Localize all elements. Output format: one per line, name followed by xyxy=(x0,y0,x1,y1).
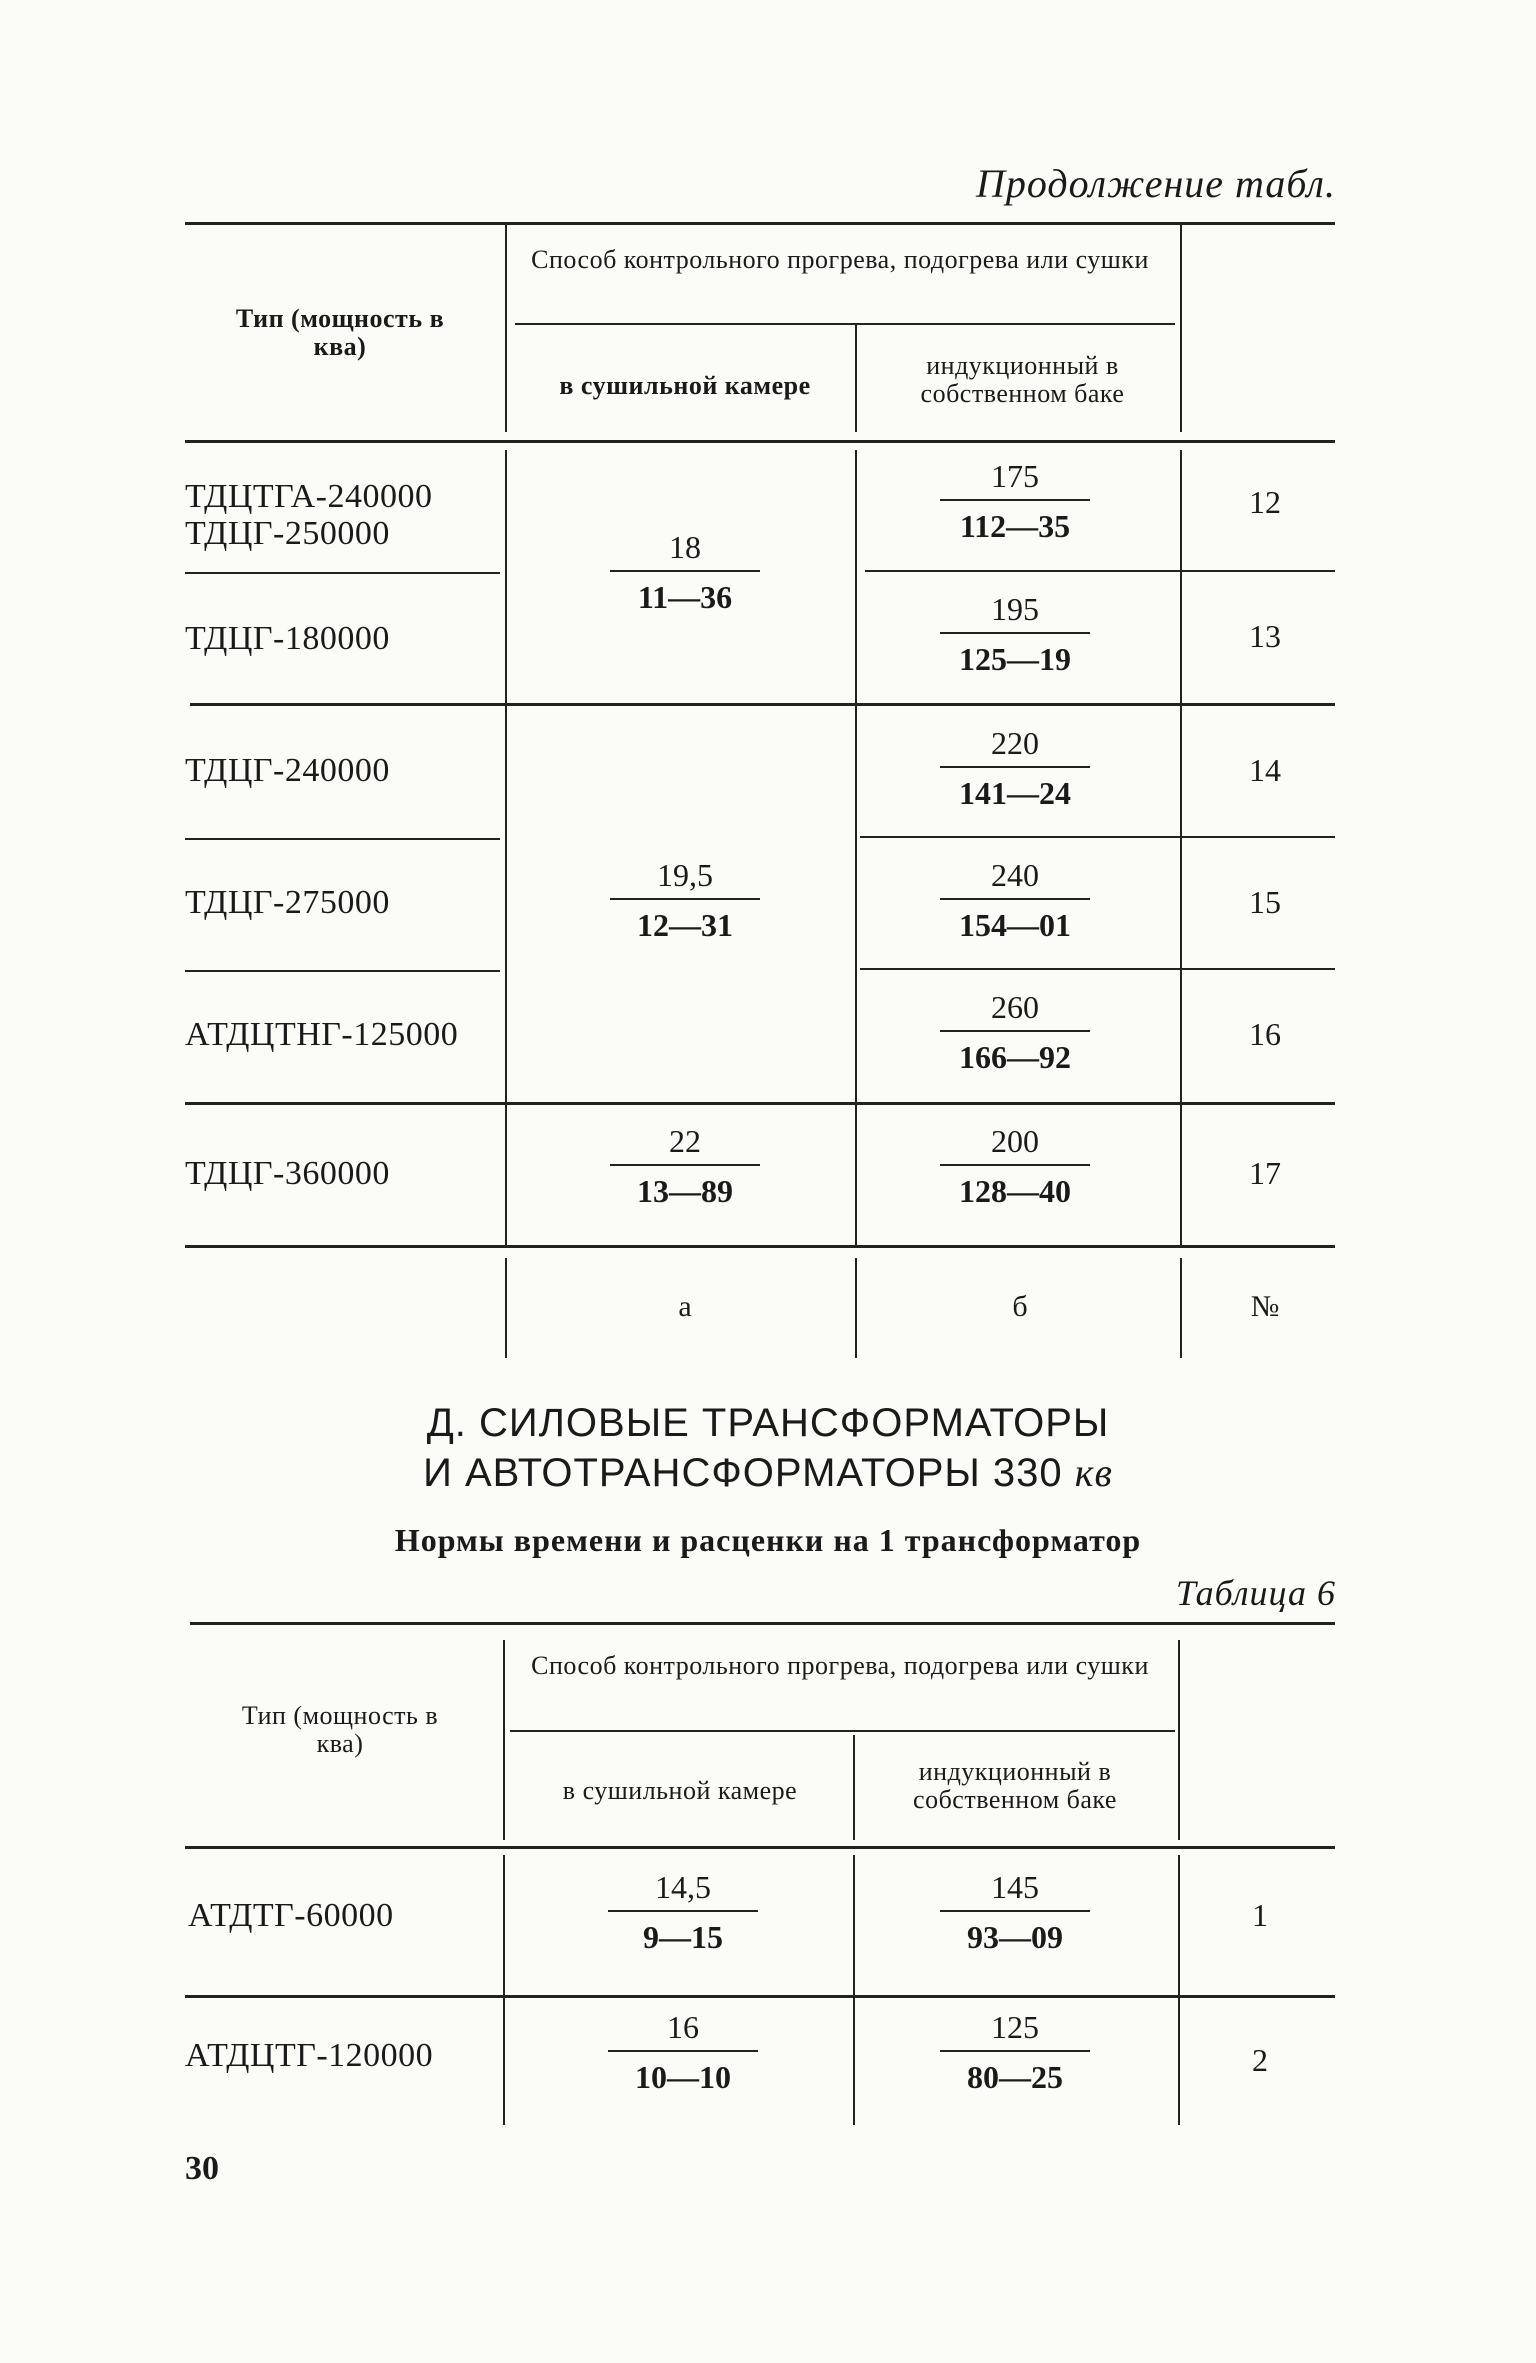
number-column-label: № xyxy=(1250,1290,1280,1323)
type-name: ТДЦГ-275000 xyxy=(185,884,390,921)
type-name: АТДТГ-60000 xyxy=(188,1897,394,1934)
row-number: 2 xyxy=(1252,2042,1268,2078)
page-number: 30 xyxy=(185,2150,219,2187)
column-b-header: индукционный в собственном баке xyxy=(920,351,1125,408)
value-b: 125 80—25 xyxy=(940,2008,1090,2096)
row-number: 13 xyxy=(1249,618,1281,654)
column-a-label: а xyxy=(678,1290,692,1323)
column-b-header: индукционный в собственном баке xyxy=(913,1757,1117,1814)
column-b-label: б xyxy=(1012,1290,1028,1323)
value-a-merged: 18 11—36 xyxy=(610,528,760,616)
type-name: ТДЦГ-360000 xyxy=(185,1155,390,1192)
value-a: 16 10—10 xyxy=(608,2008,758,2096)
value-a-merged: 19,5 12—31 xyxy=(610,856,760,944)
value-b: 200 128—40 xyxy=(940,1122,1090,1210)
type-name: ТДЦГ-250000 xyxy=(185,515,390,552)
row-number: 16 xyxy=(1249,1016,1281,1052)
type-name: ТДЦТГА-240000 xyxy=(185,478,433,515)
row-number: 12 xyxy=(1249,484,1281,520)
row-number: 15 xyxy=(1249,884,1281,920)
type-column-header: Тип (мощность в ква) xyxy=(241,1701,439,1758)
type-name: ТДЦГ-240000 xyxy=(185,752,390,789)
value-b: 195 125—19 xyxy=(940,590,1090,678)
row-number: 14 xyxy=(1249,752,1281,788)
row-number: 17 xyxy=(1249,1155,1281,1191)
method-group-header: Способ контрольного прогрева, подогрева или сушки xyxy=(531,245,1149,274)
value-b: 240 154—01 xyxy=(940,856,1090,944)
column-a-header: в сушильной камере xyxy=(562,1776,798,1805)
value-b: 260 166—92 xyxy=(940,988,1090,1076)
method-group-header: Способ контрольного прогрева, подогрева или сушки xyxy=(531,1651,1149,1680)
table-label: Таблица 6 xyxy=(1175,1573,1336,1613)
type-name: АТДЦТНГ-125000 xyxy=(185,1016,459,1053)
value-a: 14,5 9—15 xyxy=(608,1868,758,1956)
type-name: АТДЦТГ-120000 xyxy=(185,2037,434,2074)
value-b: 220 141—24 xyxy=(940,724,1090,812)
section-title: Д. СИЛОВЫЕ ТРАНСФОРМАТОРЫ И АВТОТРАНСФОРМАТОРЫ 330 кв xyxy=(423,1401,1113,1495)
section-subtitle: Нормы времени и расценки на 1 трансформатор xyxy=(394,1522,1142,1558)
value-b: 145 93—09 xyxy=(940,1868,1090,1956)
row-number: 1 xyxy=(1252,1897,1268,1933)
continuation-label: Продолжение табл. xyxy=(975,161,1336,206)
type-column-header: Тип (мощность в ква) xyxy=(235,304,445,361)
value-a: 22 13—89 xyxy=(610,1122,760,1210)
column-a-header: в сушильной камере xyxy=(559,371,811,400)
value-b: 175 112—35 xyxy=(940,457,1090,545)
type-name: ТДЦГ-180000 xyxy=(185,620,390,657)
